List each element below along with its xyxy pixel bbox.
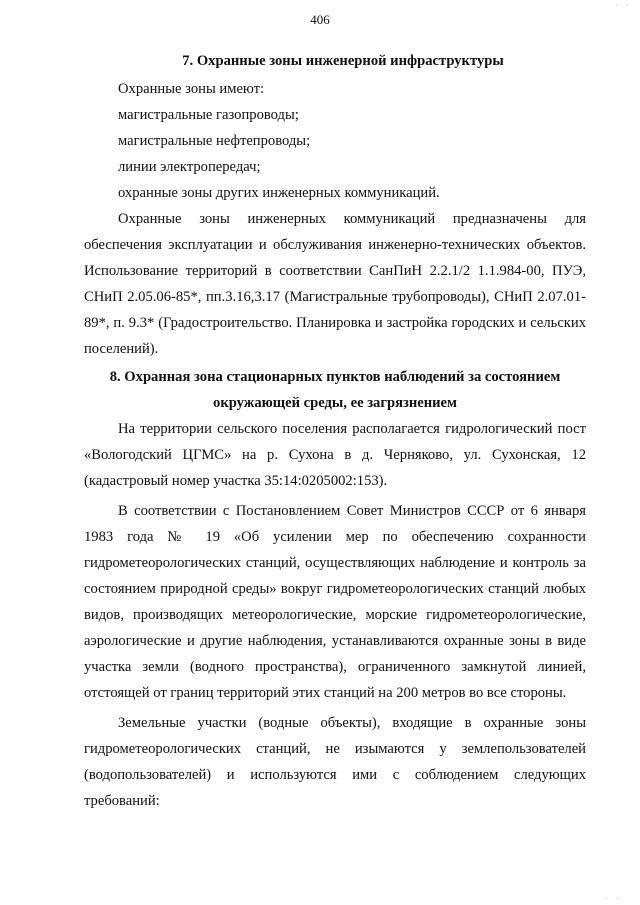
page-number: 406 [310,12,330,27]
section-8-paragraph-3: Земельные участки (водные объекты), входящие в охранные зоны гидрометеорологических станций, не изымаются у землепользователей (водопользователей) и используются ими с соблюдением следующих требований: [84,715,586,809]
list-item-other-utilities: охранные зоны других инженерных коммуникаций. [118,185,440,201]
page-content [84,48,586,814]
section-7-title: 7. Охранные зоны инженерной инфраструктуры [182,53,504,69]
scan-corner-mark: · · [614,0,632,10]
list-item-gas-pipelines: магистральные газопроводы; [118,107,299,123]
section-7-intro: Охранные зоны имеют: [118,81,265,97]
list-item-power-lines: линии электропередач; [118,159,261,175]
list-item-oil-pipelines: магистральные нефтепроводы; [118,133,311,149]
section-8-title-line-1: 8. Охранная зона стационарных пунктов наблюдений за состоянием [109,369,561,385]
section-7-paragraph: Охранные зоны инженерных коммуникаций предназначены для обеспечения эксплуатации и обслуживания инженерно-технических объектов. Использование территорий в соответствии СанПиН 2.2.1/2 1.1.984-00, ПУЭ, СНиП 2.05.06-85*, пп.3.16,3.17 (Магистральные трубопроводы), СНиП 2.07.01-89*, п. 9.3* (Градостроительство. Планировка и застройка городских и сельских поселений). [84,211,586,357]
section-8-paragraph-2: В соответствии с Постановлением Совет Министров СССР от 6 января 1983 года № 19 «Об усилении мер по обеспечению сохранности гидрометеорологических станций, осуществляющих наблюдение и контроль за состоянием природной среды» вокруг гидрометеорологических станций любых видов, производящих метеорологические, морские гидрометеорологические, аэрологические и другие наблюдения, устанавливаются охранные зоны в виде участка земли (водного пространства), ограниченного замкнутой линией, отстоящей от границ территорий этих станций на 200 метров во все стороны. [84,503,586,701]
section-8-paragraph-1: На территории сельского поселения располагается гидрологический пост «Вологодский ЦГМС» на р. Сухона в д. Черняково, ул. Сухонская, 12 (кадастровый номер участка 35:14:0205002:153). [84,421,586,489]
section-8-title-line-2: окружающей среды, ее загрязнением [213,395,457,411]
scan-corner-mark-bottom: · · [604,893,622,903]
